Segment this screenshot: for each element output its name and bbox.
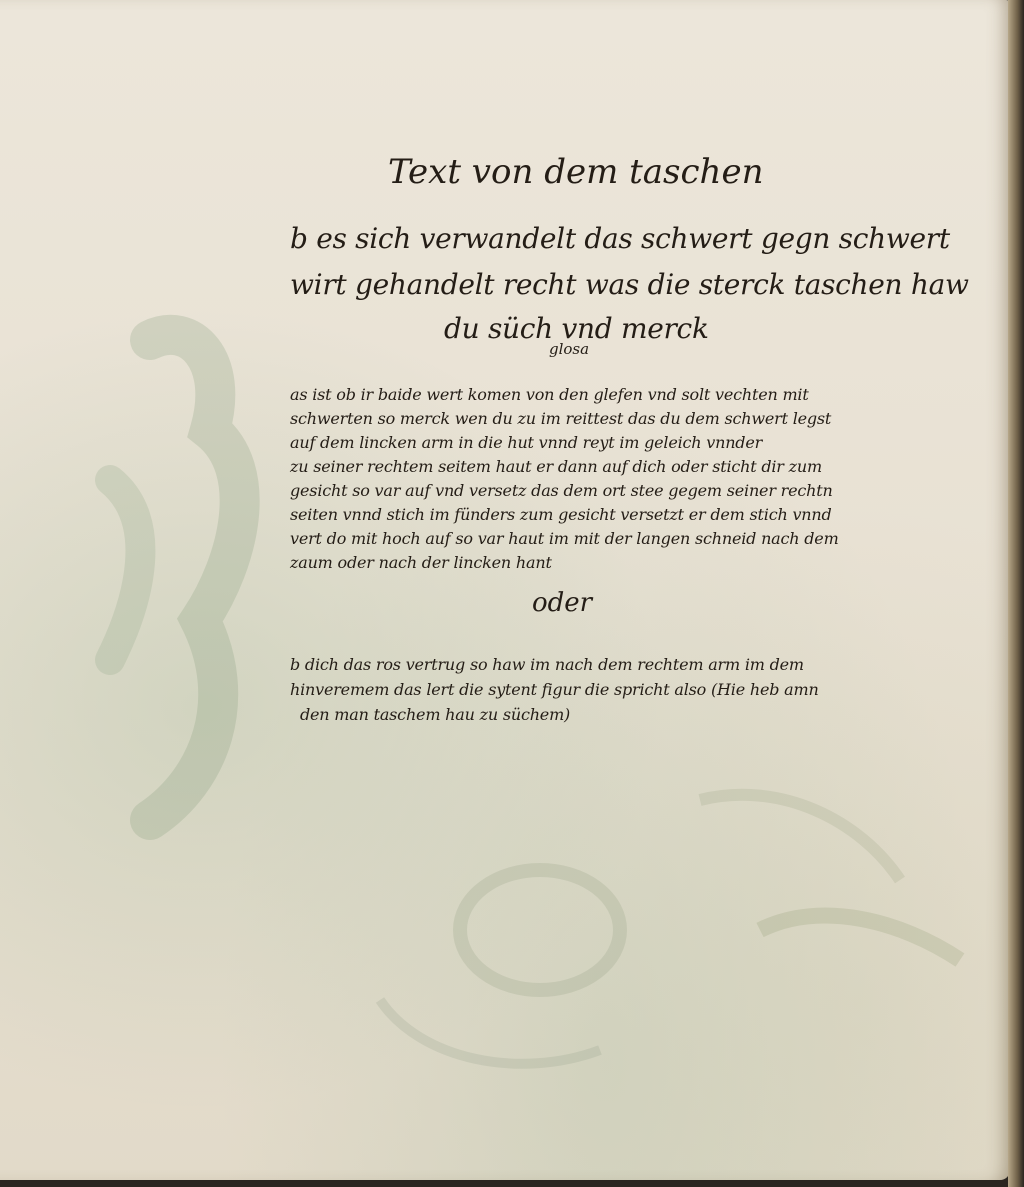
oder-label: oder xyxy=(532,588,593,618)
final-line-3: den man taschem hau zu süchem) xyxy=(300,705,571,724)
book-spine-edge xyxy=(1008,0,1024,1187)
glosa-label: glosa xyxy=(549,340,590,358)
glosa-line-7: vert do mit hoch auf so var haut im mit der langen schneid nach dem xyxy=(290,529,839,548)
verse-line-1: b es sich verwandelt das schwert gegn schwert xyxy=(290,222,950,255)
glosa-line-5: gesicht so var auf vnd versetz das dem ort stee gegem seiner rechtn xyxy=(290,481,833,500)
manuscript-title: Text von dem taschen xyxy=(388,152,764,192)
verse-line-3: du süch vnd merck xyxy=(444,312,709,345)
glosa-line-8: zaum oder nach der lincken hant xyxy=(290,553,552,572)
final-line-1: b dich das ros vertrug so haw im nach dem rechtem arm im dem xyxy=(290,655,804,674)
final-line-2: hinveremem das lert die sytent figur die spricht also (Hie heb amn xyxy=(290,680,819,699)
glosa-line-2: schwerten so merck wen du zu im reittest das du dem schwert legst xyxy=(290,409,832,428)
glosa-line-4: zu seiner rechtem seitem haut er dann auf dich oder sticht dir zum xyxy=(290,457,822,476)
verse-line-2: wirt gehandelt recht was die sterck taschen haw xyxy=(290,268,969,301)
glosa-line-6: seiten vnnd stich im fünders zum gesicht versetzt er dem stich vnnd xyxy=(290,505,832,524)
glosa-line-1: as ist ob ir baide wert komen von den glefen vnd solt vechten mit xyxy=(290,385,809,404)
glosa-line-3: auf dem lincken arm in die hut vnnd reyt im geleich vnnder xyxy=(290,433,763,452)
